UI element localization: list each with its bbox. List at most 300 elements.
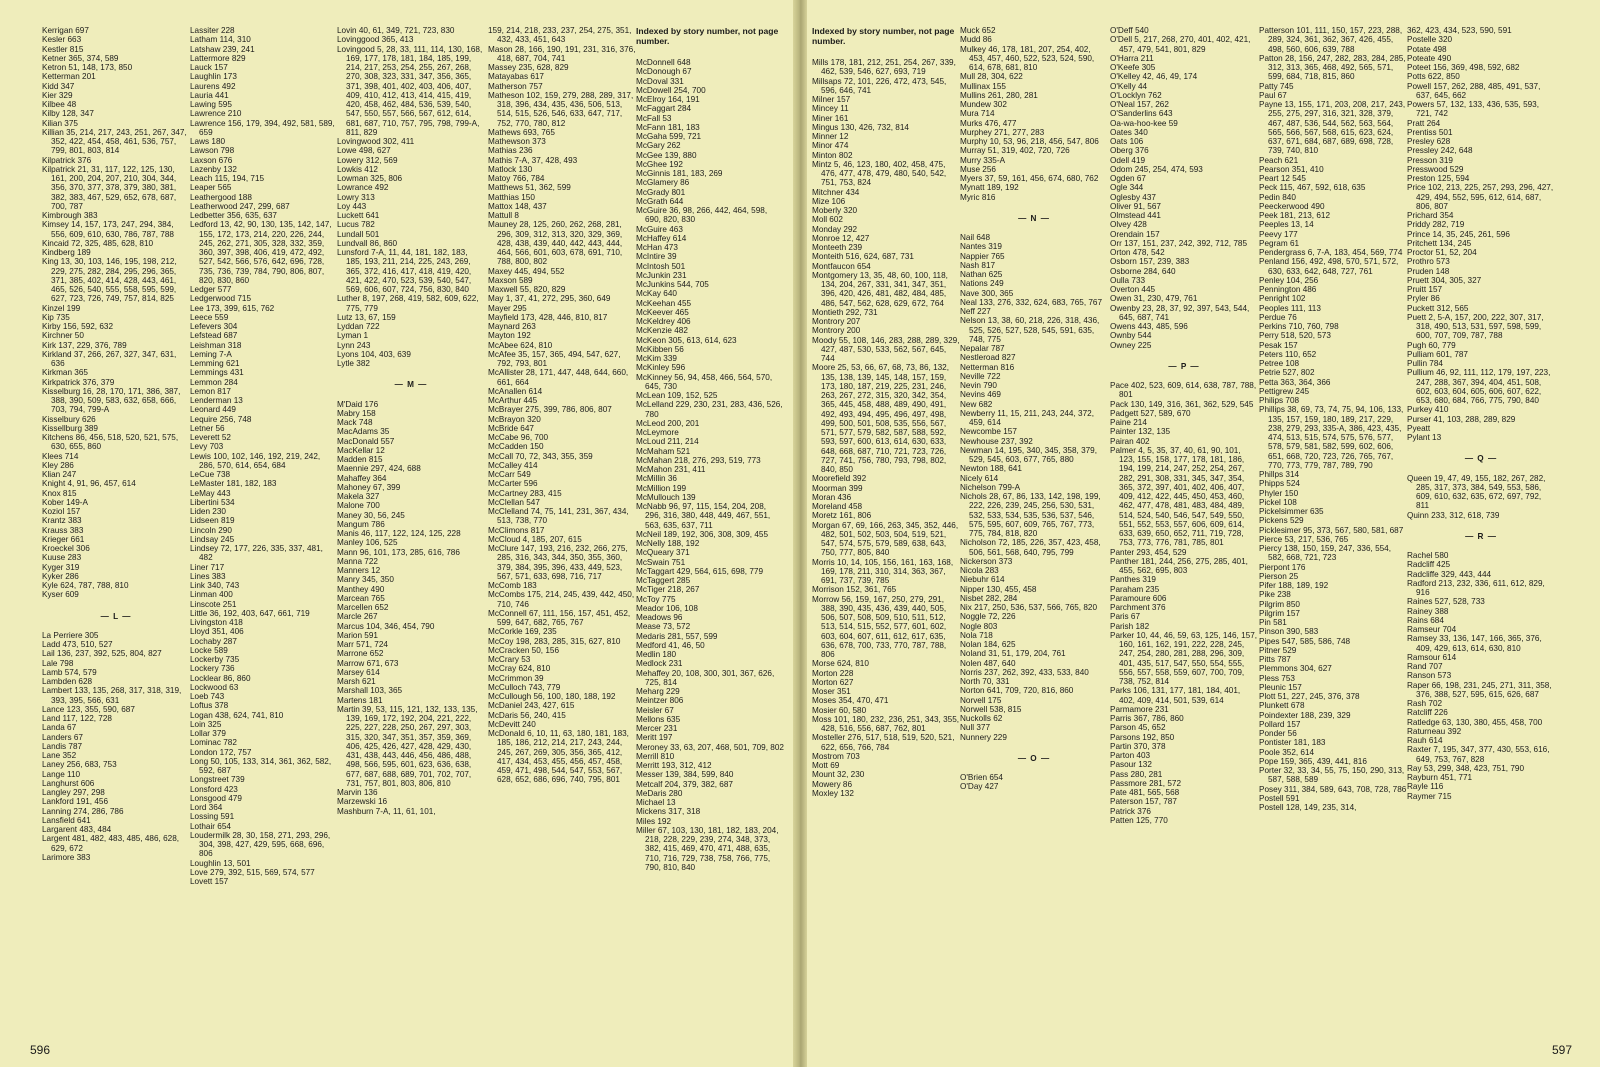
index-entry: May 1, 37, 41, 272, 295, 360, 649: [488, 294, 611, 304]
index-entry: Lowe 498, 627: [337, 146, 391, 156]
index-entry: Krantz 383: [42, 516, 82, 526]
index-entry: Owenby 23, 28, 37, 92, 397, 543, 544, 645, 687, 741: [1110, 303, 1250, 322]
index-entry: Marion 591: [337, 630, 378, 640]
index-entry: Potate 498: [1407, 44, 1447, 54]
index-entry: Perkins 710, 760, 798: [1259, 322, 1339, 331]
index-entry: Morton 228: [812, 668, 854, 678]
index-entry: Nunnery 229: [960, 732, 1007, 742]
index-entry: McCray 624, 810: [488, 664, 551, 674]
index-entry: Panter 293, 454, 529: [1110, 547, 1187, 557]
index-entry: Pitner 529: [1259, 645, 1297, 655]
section-letter-heading: — P —: [1168, 361, 1200, 371]
index-entry: La Perriere 305: [42, 630, 99, 640]
index-entry: Ledford 13, 42, 90, 130, 135, 142, 147, 155, 172, 173, 214, 220, 226, 244, 245, 262, 271, 305, 328, 332, 359, 360, 397, 398, 406, 419, 472, 492, 527, 542, 566, 576, 642, 696, 728, 735, 736, 739, 784, 790, 806, 807, 820, 830, 860: [190, 220, 332, 285]
index-entry: Potts 622, 850: [1407, 72, 1460, 82]
index-entry: Nathan 625: [960, 270, 1003, 279]
index-entry: Kyger 319: [42, 562, 80, 572]
index-entry: Orendain 157: [1110, 229, 1160, 239]
index-entry: Nicely 614: [960, 473, 999, 483]
index-entry: Marr 571, 724: [337, 640, 388, 649]
index-entry: Mayfield 173, 428, 446, 810, 817: [488, 312, 608, 322]
index-entry: Lefstead 687: [190, 331, 238, 341]
index-entry: King 13, 30, 103, 146, 195, 198, 212, 229, 275, 282, 284, 295, 296, 365, 371, 385, 402, 414, 428, 443, 461, 465, 526, 540, 555, 558, 595, 599, 627, 723, 726, 749, 757, 814, 825: [42, 257, 177, 304]
index-entry: Pike 238: [1259, 590, 1291, 600]
index-entry: MacKellar 12: [337, 445, 385, 455]
index-entry: Kilpatrick 376: [42, 155, 92, 165]
index-entry: O'Day 427: [960, 782, 999, 792]
index-entry: McMillion 199: [636, 483, 687, 493]
index-entry: Myric 816: [960, 192, 996, 202]
index-entry: Largarent 483, 484: [42, 825, 112, 834]
index-entry: Rayburn 451, 771: [1407, 773, 1473, 782]
index-entry: Morse 624, 810: [812, 659, 869, 669]
index-entry: McGee 139, 880: [636, 150, 697, 160]
index-entry: Osborn 157, 239, 383: [1110, 257, 1190, 267]
index-entry: Postell 128, 149, 235, 314,: [1259, 803, 1357, 812]
index-entry: Lyddan 722: [337, 322, 380, 331]
index-entry: Koziol 157: [42, 507, 81, 516]
index-entry: Moore 25, 53, 66, 67, 68, 73, 86, 132, 135, 138, 139, 145, 148, 157, 159, 173, 180, 187, 219, 225, 231, 246, 263, 267, 272, 315, 320, 342, 354, 365, 445, 458, 488, 489, 490, 491, 492, 493, 494, 495, 496, 497, 498, 499, 500, 501, 508, 535, 556, 567, 571, 577, 579, 582, 587, 588, 592, 593, 597, 600, 613, 614, 630, 633, 648, 668, 687, 710, 721, 723, 726, 727, 741, 756, 780, 793, 798, 802, 840, 850: [812, 363, 950, 474]
index-entry: Mott 69: [812, 761, 840, 770]
index-entry: Pylant 13: [1407, 433, 1442, 442]
index-entry: Paine 214: [1110, 418, 1147, 427]
index-entry: Kimsey 14, 157, 173, 247, 294, 384, 556, 609, 610, 630, 786, 787, 788: [42, 220, 174, 239]
index-entry: Ketron 51, 148, 173, 850: [42, 63, 133, 72]
index-entry: Puett 2, 5-A, 157, 200, 222, 307, 317, 318, 490, 513, 531, 597, 598, 599, 600, 707, 709, 787, 788: [1407, 312, 1544, 341]
index-entry: Norwell 538, 815: [960, 704, 1022, 714]
index-entry: Manley 106, 525: [337, 538, 398, 548]
index-entry: Morrison 152, 361, 765: [812, 585, 897, 595]
index-entry: Pullin 784: [1407, 359, 1443, 368]
index-entry: Pugh 60, 779: [1407, 340, 1456, 350]
index-entry: Lefevers 304: [190, 322, 238, 331]
index-entry: Lee 173, 399, 615, 762: [190, 303, 275, 313]
index-entry: Nuckolls 62: [960, 714, 1003, 723]
index-entry: Nevins 469: [960, 390, 1001, 400]
index-column: [1407, 26, 1555, 801]
index-entry: Kip 735: [42, 312, 70, 322]
index-entry: McClelland 74, 75, 141, 231, 367, 434, 513, 738, 770: [488, 507, 629, 526]
index-entry: Nichols 28, 67, 86, 133, 142, 198, 199, 222, 226, 239, 245, 256, 530, 531, 532, 533, 534, 535, 536, 537, 546, 575, 595, 607, 609, 765, 767, 773, 775, 784, 818, 820: [960, 492, 1101, 538]
index-entry: Mattull 8: [488, 211, 519, 220]
index-entry: Lattermore 829: [190, 53, 246, 63]
index-entry: Preston 125, 594: [1407, 174, 1470, 183]
index-entry: McClellan 547: [488, 497, 540, 507]
index-entry: Powell 157, 262, 288, 485, 491, 537, 637, 645, 662: [1407, 81, 1541, 100]
index-entry: Kroeckel 306: [42, 544, 90, 553]
index-entry: McIntire 39: [636, 252, 677, 262]
index-entry: Lawrence 210: [190, 109, 242, 119]
index-entry: Padgett 527, 589, 670: [1110, 408, 1191, 418]
index-entry: Land 117, 122, 728: [42, 714, 112, 723]
index-entry: Perry 518, 520, 573: [1259, 331, 1331, 341]
index-entry: Newcombe 157: [960, 427, 1017, 437]
index-entry: Owen 31, 230, 479, 761: [1110, 294, 1198, 304]
index-entry: Ledger 577: [190, 285, 232, 294]
index-entry: MacAdams 35: [337, 427, 390, 437]
index-entry: Purser 41, 103, 288, 289, 829: [1407, 414, 1516, 424]
index-entry: Pope 159, 365, 439, 441, 816: [1259, 756, 1367, 766]
index-entry: Maxson 589: [488, 275, 533, 285]
index-entry: McDonough 67: [636, 67, 692, 77]
index-entry: Leming 7-A: [190, 349, 232, 359]
index-entry: Lemming 621: [190, 359, 240, 368]
index-entry: Mann 96, 101, 173, 285, 616, 786: [337, 547, 460, 557]
index-entry: Lundvall 86, 860: [337, 238, 398, 248]
index-entry: McCalley 414: [488, 460, 538, 470]
index-entry: Liner 717: [190, 562, 225, 572]
index-entry: Mosier 60, 580: [812, 705, 867, 715]
index-entry: Pickel 108: [1259, 497, 1297, 507]
index-entry: Newman 14, 195, 340, 345, 358, 379, 529, 545, 603, 677, 765, 880: [960, 445, 1098, 464]
index-entry: Mull 28, 304, 622: [960, 72, 1023, 82]
index-entry: Lange 110: [42, 769, 81, 779]
index-entry: Leishman 318: [190, 340, 242, 350]
index-entry: Mundew 302: [960, 100, 1007, 109]
index-entry: Peeckerwood 490: [1259, 201, 1325, 211]
index-entry: Postell 591: [1259, 793, 1300, 803]
index-entry: Kyker 286: [42, 571, 79, 581]
index-entry: Lassiter 228: [190, 26, 235, 35]
index-entry: LeMay 443: [190, 488, 231, 498]
index-entry: Linman 400: [190, 590, 233, 600]
index-entry: Krieger 661: [42, 534, 85, 544]
index-entry: Kuuse 283: [42, 553, 82, 563]
index-entry: Paul 67: [1259, 90, 1287, 100]
index-entry: McKinley 596: [636, 363, 686, 373]
index-entry: Porter 32, 33, 34, 55, 75, 150, 290, 313, 587, 588, 589: [1259, 766, 1405, 785]
index-entry: McAnallen 614: [488, 386, 543, 396]
index-entry: Patrick 376: [1110, 806, 1151, 816]
index-entry: Palmer 4, 5, 35, 37, 40, 61, 90, 101, 123, 155, 158, 177, 178, 181, 186, 194, 199, 214, 247, 252, 254, 267, 282, 291, 308, 331, 345, 347, 354, 365, 372, 397, 401, 402, 406, 407, 409, 412, 422, 445, 450, 453, 460, 462, 477, 478, 481, 483, 484, 489, 514, 524, 540, 546, 547, 549, 550, 551, 552, 553, 557, 606, 609, 614, 633, 639, 650, 652, 711, 719, 728, 753, 773, 776, 781, 785, 801: [1110, 445, 1245, 548]
index-entry: Nicholson 72, 185, 226, 357, 423, 458, 506, 561, 568, 640, 795, 799: [960, 538, 1101, 557]
index-entry: McDaris 56, 240, 415: [488, 710, 566, 720]
index-entry: Marcle 267: [337, 612, 378, 622]
index-entry: McBride 647: [488, 423, 534, 433]
index-entry: McGuire 463: [636, 224, 683, 234]
index-entry: Orr 137, 151, 237, 242, 392, 712, 785: [1110, 238, 1248, 248]
index-entry: Queen 19, 47, 49, 155, 182, 267, 282, 285, 317, 373, 384, 549, 553, 586, 609, 610, 632, 635, 672, 697, 792, 811: [1407, 473, 1546, 511]
index-entry: McQueary 371: [636, 548, 690, 558]
index-entry: McCulloch 743, 779: [488, 682, 561, 692]
index-entry: Mulkey 46, 178, 181, 207, 254, 402, 453, 457, 460, 522, 523, 524, 590, 614, 678, 681, 810: [960, 44, 1095, 72]
index-entry: Leathergood 188: [190, 192, 252, 202]
section-letter-heading: — R —: [1465, 531, 1497, 541]
index-entry: Loy 443: [337, 201, 367, 211]
index-entry: Moreland 458: [812, 502, 863, 511]
index-entry: Loudermilk 28, 30, 158, 271, 293, 296, 304, 398, 427, 429, 595, 668, 696, 806: [190, 830, 331, 859]
index-entry: Odom 245, 254, 474, 593: [1110, 164, 1203, 174]
index-entry: Plemmons 304, 627: [1259, 664, 1332, 674]
index-entry: Marcus 104, 346, 454, 790: [337, 621, 435, 631]
index-entry: Oliver 91, 567: [1110, 201, 1161, 211]
index-entry: Pasour 132: [1110, 760, 1152, 770]
index-entry: Mullinax 155: [960, 81, 1006, 91]
index-entry: Moll 602: [812, 215, 843, 225]
index-entry: Norton 641, 709, 720, 816, 860: [960, 686, 1074, 696]
index-entry: Pullium 46, 92, 111, 112, 179, 197, 223, 247, 288, 367, 394, 404, 451, 508, 602, 603, 604, 605, 606, 607, 622, 653, 680, 684, 766, 775, 790, 840: [1407, 368, 1551, 405]
index-entry: McDevitt 240: [488, 719, 536, 729]
index-entry: Rash 702: [1407, 699, 1443, 708]
index-entry: O'Sanderlins 643: [1110, 109, 1173, 119]
index-entry: McKim 339: [636, 354, 677, 363]
index-entry: Priddy 282, 719: [1407, 220, 1465, 230]
index-entry: Minner 12: [812, 132, 849, 141]
index-entry: McCarr 549: [488, 470, 531, 479]
index-entry: McAllister 28, 171, 447, 448, 644, 660, 661, 664: [488, 368, 629, 387]
index-entry: McLean 109, 152, 525: [636, 391, 718, 400]
index-entry: Pratt 264: [1407, 118, 1441, 128]
index-entry: Myers 37, 59, 161, 456, 674, 680, 762: [960, 174, 1099, 183]
index-entry: LeCue 738: [190, 470, 231, 479]
index-entry: Lockerby 735: [190, 655, 240, 664]
index-entry: Noggle 72, 226: [960, 612, 1016, 622]
index-entry: Locklear 86, 860: [190, 673, 251, 683]
index-entry: Matthias 150: [488, 192, 535, 202]
index-entry: Presswood 529: [1407, 164, 1464, 174]
index-entry: Prince 14, 35, 245, 261, 596: [1407, 229, 1510, 239]
index-entry: Mickens 317, 318: [636, 807, 701, 817]
index-entry: O'Harra 211: [1110, 53, 1154, 63]
index-entry: McMillin 36: [636, 474, 677, 484]
index-entry: Mathews 693, 765: [488, 127, 555, 137]
index-entry: Posey 311, 384, 589, 643, 708, 728, 786: [1259, 784, 1407, 794]
index-entry: Payne 13, 155, 171, 203, 208, 217, 243, 255, 275, 297, 316, 321, 328, 379, 467, 487, 536, 544, 562, 563, 564, 565, 566, 567, 568, 615, 623, 624, 637, 671, 684, 687, 689, 698, 728, 739, 740, 810: [1259, 100, 1406, 156]
index-entry: Ray 53, 299, 348, 423, 751, 790: [1407, 763, 1524, 773]
index-entry: Michael 13: [636, 798, 676, 807]
index-entry: Lemon 817: [190, 386, 231, 396]
index-entry: Partin 370, 378: [1110, 741, 1166, 751]
index-entry: Parker 10, 44, 46, 59, 63, 125, 146, 157, 160, 161, 162, 191, 222, 228, 245, 247, 254, 280, 281, 288, 296, 309, 401, 435, 517, 547, 550, 554, 555, 556, 557, 558, 559, 607, 700, 709, 738, 752, 814: [1110, 630, 1258, 686]
index-entry: Price 102, 213, 225, 257, 293, 296, 427, 429, 494, 552, 595, 612, 614, 687, 806, 807: [1407, 183, 1554, 211]
index-entry: Largent 481, 482, 483, 485, 486, 628, 629, 672: [42, 834, 180, 853]
index-entry: Oglesby 437: [1110, 192, 1156, 202]
index-entry: Phyler 150: [1259, 488, 1299, 498]
index-entry: Mease 73, 572: [636, 622, 691, 632]
index-entry: McTaggart 429, 564, 615, 698, 779: [636, 566, 763, 576]
index-column: [1110, 26, 1258, 825]
index-entry: Lenderman 13: [190, 396, 243, 405]
index-entry: Mayer 295: [488, 303, 527, 313]
index-entry: Logan 438, 624, 741, 810: [190, 710, 284, 720]
index-entry: McCoy 198, 283, 285, 315, 627, 810: [488, 636, 621, 646]
index-entry: McDonald 6, 10, 11, 63, 180, 181, 183, 185, 186, 212, 214, 217, 243, 244, 245, 267, 269, 305, 356, 365, 412, 417, 434, 453, 455, 456, 457, 458, 459, 471, 498, 544, 547, 553, 567, 628, 652, 686, 696, 740, 795, 801: [488, 729, 629, 785]
index-entry: Manis 46, 117, 122, 124, 125, 228: [337, 529, 461, 538]
index-entry: McKenzie 482: [636, 326, 688, 336]
index-entry: Raxter 7, 195, 347, 377, 430, 553, 616, 649, 753, 767, 828: [1407, 745, 1550, 764]
index-entry: Kisselbury 626: [42, 414, 96, 424]
index-entry: McFall 53: [636, 113, 672, 123]
index-column: [190, 26, 338, 886]
index-entry: Libertini 534: [190, 497, 235, 507]
index-entry: Makela 327: [337, 492, 380, 501]
index-entry: Pass 280, 281: [1110, 769, 1163, 779]
index-entry: Patten 125, 770: [1110, 815, 1168, 825]
index-entry: Pettigrew 245: [1259, 386, 1310, 396]
index-entry: Locke 589: [190, 645, 228, 655]
index-entry: Moody 55, 108, 146, 283, 288, 289, 329, 427, 487, 530, 533, 562, 567, 645, 744: [812, 335, 960, 363]
index-entry: Monteeth 239: [812, 243, 863, 252]
index-entry: McGinnis 181, 183, 269: [636, 169, 723, 178]
index-entry: McGlamery 86: [636, 178, 690, 188]
index-entry: Mudd 86: [960, 35, 992, 45]
index-entry: Medlock 231: [636, 659, 683, 669]
index-entry: Lauria 441: [190, 90, 229, 100]
index-entry: Powers 57, 132, 133, 436, 535, 593, 721, 742: [1407, 100, 1540, 119]
index-entry: Pierpont 176: [1259, 562, 1306, 572]
index-entry: Loftus 378: [190, 701, 229, 711]
index-entry: Peeples 13, 14: [1259, 220, 1314, 230]
index-entry: Parchment 376: [1110, 603, 1166, 612]
index-entry: Letner 56: [190, 423, 225, 433]
index-entry: Kilbee 48: [42, 100, 77, 109]
index-entry: Mostrom 703: [812, 751, 860, 761]
index-entry: New 682: [960, 399, 993, 409]
index-entry: Little 36, 192, 403, 647, 661, 719: [190, 608, 310, 618]
index-entry: McCabe 96, 700: [488, 433, 549, 442]
index-entry: Nichelson 799-A: [960, 482, 1021, 492]
index-entry: Mincey 11: [812, 104, 849, 114]
index-entry: Pierce 53, 217, 536, 765: [1259, 534, 1349, 544]
index-entry: O'Keefe 305: [1110, 63, 1156, 72]
index-entry: Livingston 418: [190, 618, 243, 627]
index-entry: Lossing 591: [190, 812, 235, 822]
index-entry: Mason 28, 166, 190, 191, 231, 316, 376, 418, 687, 704, 741: [488, 44, 636, 63]
index-entry: Ketner 365, 374, 589: [42, 53, 119, 63]
index-entry: Nickerson 373: [960, 556, 1013, 566]
index-entry: Laws 180: [190, 137, 226, 146]
index-entry: McLoud 211, 214: [636, 437, 699, 447]
index-entry: Laughlin 173: [190, 72, 237, 82]
index-entry: Matheson 102, 159, 279, 288, 289, 317, 318, 396, 434, 435, 436, 506, 513, 514, 515, 526, 546, 633, 647, 717, 752, 770, 780, 812: [488, 90, 634, 128]
index-entry: Penley 104, 256: [1259, 275, 1319, 285]
index-entry: McClimons 817: [488, 525, 545, 535]
index-entry: Kincaid 72, 325, 485, 628, 810: [42, 238, 154, 248]
index-entry: Lowrance 492: [337, 183, 389, 193]
index-entry: Lonsford 423: [190, 784, 238, 794]
index-entry: Poteet 156, 369, 498, 592, 682: [1407, 63, 1520, 72]
index-entry: Matherson 757: [488, 81, 543, 91]
index-entry: Kestler 815: [42, 44, 84, 54]
index-entry: McComb 183: [488, 581, 537, 590]
index-entry: Orton 478, 542: [1110, 248, 1165, 257]
index-entry: Raper 66, 198, 231, 245, 271, 311, 358, 376, 388, 527, 595, 615, 626, 687: [1407, 680, 1552, 699]
index-entry: Nestleroad 827: [960, 353, 1016, 363]
index-entry: Morrow 56, 159, 167, 250, 279, 291, 388, 390, 435, 436, 439, 440, 505, 506, 507, 508, 509, 510, 511, 512, 513, 514, 515, 552, 577, 601, 602, 603, 604, 607, 611, 612, 617, 635, 636, 678, 700, 733, 770, 787, 788, 806: [812, 594, 947, 659]
index-entry: Lyman 1: [337, 331, 369, 341]
index-entry: Nicola 283: [960, 566, 999, 575]
index-entry: Lucus 782: [337, 220, 375, 230]
index-entry: Kirkman 365: [42, 368, 88, 378]
index-entry: Oa-wa-hoo-kee 59: [1110, 118, 1178, 128]
index-entry: McGuire 36, 98, 266, 442, 464, 598, 690, 820, 830: [636, 206, 768, 225]
index-entry: Parish 182: [1110, 621, 1150, 631]
index-entry: McKinney 56, 94, 458, 466, 564, 570, 645, 730: [636, 372, 773, 391]
index-entry: Lemmon 284: [190, 377, 238, 387]
index-entry: Noland 31, 51, 179, 204, 761: [960, 649, 1066, 659]
index-entry: Maney 30, 56, 245: [337, 510, 405, 520]
index-entry: Kirkland 37, 266, 267, 327, 347, 631, 636: [42, 349, 177, 368]
index-entry: O'Brien 654: [960, 773, 1003, 782]
index-entry: Nail 648: [960, 233, 991, 242]
index-entry: North 70, 331: [960, 677, 1010, 686]
index-entry: Parks 106, 131, 177, 181, 184, 401, 402, 409, 414, 501, 539, 614: [1110, 686, 1241, 705]
index-entry: Lansfield 641: [42, 815, 91, 825]
index-entry: Ownby 544: [1110, 331, 1152, 341]
index-column: [1259, 26, 1407, 812]
index-entry: O'Dell 5, 217, 268, 270, 401, 402, 421, 457, 479, 541, 801, 829: [1110, 35, 1251, 54]
index-entry: Pack 130, 149, 316, 361, 362, 529, 545: [1110, 399, 1254, 409]
index-entry: Pressley 242, 648: [1407, 146, 1473, 156]
index-entry: Morris 10, 14, 105, 156, 161, 163, 168, 169, 178, 211, 310, 314, 363, 367, 691, 737, 739, 785: [812, 557, 954, 585]
index-entry: Paris 67: [1110, 612, 1141, 622]
index-entry: O'Neal 157, 262: [1110, 100, 1169, 109]
index-entry: O'Kelly 44: [1110, 81, 1148, 91]
index-entry: Philips 708: [1259, 396, 1300, 405]
index-entry: McMullouch 139: [636, 492, 696, 502]
index-entry: Leonard 449: [190, 405, 236, 415]
index-entry: Oberg 376: [1110, 146, 1149, 156]
index-entry: Lines 383: [190, 571, 226, 581]
index-entry: Pace 402, 523, 609, 614, 638, 787, 788, 801: [1110, 381, 1257, 400]
index-entry: Metcalf 204, 379, 382, 687: [636, 779, 733, 789]
index-entry: Kober 149-A: [42, 497, 88, 507]
index-entry: Lowman 325, 806: [337, 174, 403, 183]
index-entry: Petree 108: [1259, 359, 1300, 368]
index-entry: McGary 262: [636, 141, 681, 151]
index-entry: Ponder 56: [1259, 729, 1297, 738]
index-entry: Rains 684: [1407, 615, 1444, 625]
index-entry: Paterson 157, 787: [1110, 797, 1177, 807]
index-entry: Parris 367, 786, 860: [1110, 714, 1184, 723]
index-entry: McClure 147, 193, 216, 232, 266, 275, 285, 316, 343, 344, 350, 355, 360, 379, 384, 395, 396, 433, 449, 523, 567, 571, 633, 698, 716, 717: [488, 544, 628, 581]
index-entry: McGrath 644: [636, 196, 684, 206]
index-entry: Montfaucon 654: [812, 261, 871, 271]
index-entry: Parmamore 231: [1110, 704, 1169, 714]
book-gutter: [793, 0, 807, 1067]
index-entry: Rauh 614: [1407, 736, 1443, 745]
index-entry: Nogle 803: [960, 621, 998, 631]
index-entry: Laurens 492: [190, 81, 236, 91]
index-entry: Kyser 609: [42, 590, 79, 600]
index-entry: Montgomery 13, 35, 48, 60, 100, 118, 134, 204, 267, 331, 341, 347, 351, 396, 420, 426, 481, 482, 484, 485, 486, 547, 562, 628, 629, 672, 764: [812, 270, 948, 308]
index-entry: Nola 718: [960, 630, 993, 640]
index-entry: Marsey 614: [337, 667, 380, 677]
index-entry: Levy 703: [190, 442, 224, 452]
index-entry: Merritt 193, 312, 412: [636, 761, 712, 770]
index-entry: Piercy 138, 150, 159, 247, 336, 554, 582, 668, 721, 723: [1259, 544, 1392, 563]
index-entry: Miles 192: [636, 816, 672, 826]
index-note: Indexed by story number, not page number.: [812, 26, 955, 46]
index-entry: Pyeatt: [1407, 423, 1431, 433]
index-entry: Pruitt 157: [1407, 285, 1443, 294]
index-entry: Lominac 782: [190, 738, 237, 748]
index-column: [488, 26, 636, 785]
index-entry: Kilpatrick 21, 31, 117, 122, 125, 130, 161, 200, 204, 207, 210, 304, 344, 356, 370, 377, 378, 379, 380, 381, 382, 383, 467, 529, 652, 678, 687, 700, 787: [42, 164, 177, 211]
index-entry: 159, 214, 218, 233, 237, 254, 275, 351, 432, 433, 451, 643: [488, 26, 632, 45]
index-entry: Ranson 573: [1407, 671, 1452, 681]
index-entry: Phillps 314: [1259, 470, 1300, 479]
index-entry: Ketterman 201: [42, 72, 96, 82]
index-entry: Murry 335-A: [960, 155, 1006, 165]
index-entry: Kisselburg 16, 28, 170, 171, 386, 387, 388, 390, 509, 583, 632, 658, 666, 703, 794, 799-A: [42, 386, 181, 415]
index-entry: Kley 286: [42, 460, 74, 470]
index-entry: McCloud 4, 185, 207, 615: [488, 534, 582, 544]
index-entry: Nipper 130, 455, 458: [960, 584, 1037, 594]
index-entry: Pitts 787: [1259, 655, 1291, 664]
index-entry: Lord 364: [190, 803, 223, 812]
right-page: [807, 0, 1600, 1067]
